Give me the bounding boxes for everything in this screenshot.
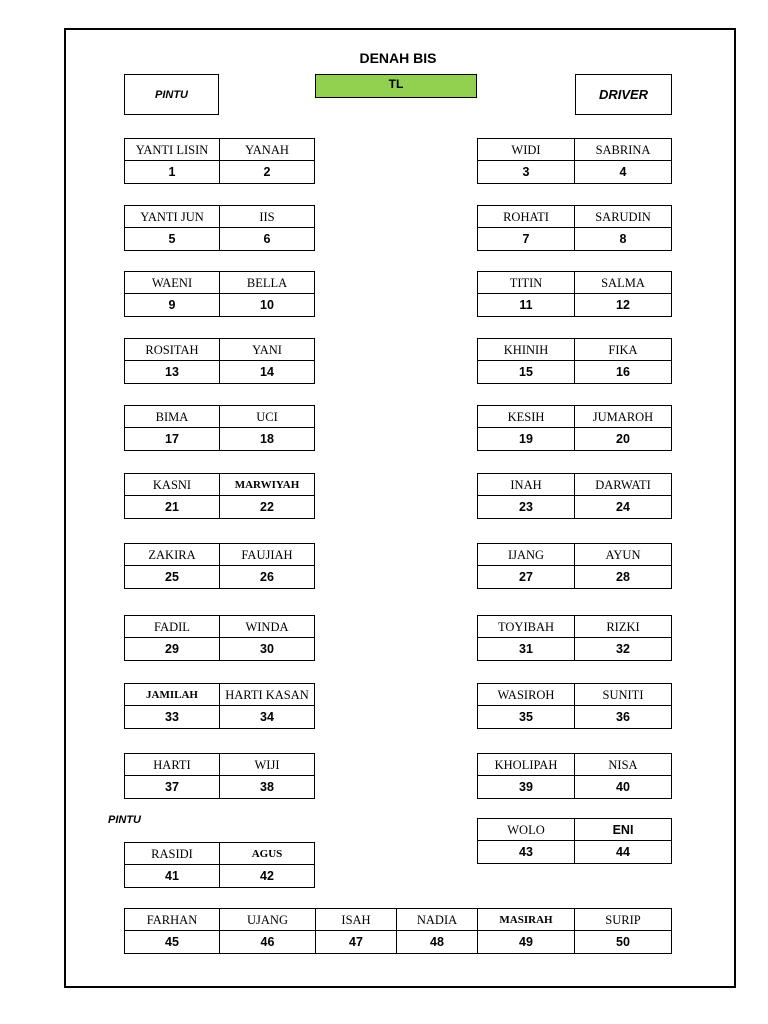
seat-11 (477, 271, 575, 317)
seat-number: 10 (260, 298, 274, 312)
seat-number: 42 (260, 869, 274, 883)
seat-passenger-name: WOLO (478, 819, 574, 841)
seat-passenger-name: WASIROH (478, 684, 574, 706)
seat-33 (124, 683, 220, 729)
seat-number: 46 (260, 935, 275, 949)
seat-32 (574, 615, 672, 661)
tour-leader-box: TL (315, 74, 477, 98)
seat-12 (574, 271, 672, 317)
seat-number: 3 (522, 165, 530, 179)
seat-number: 41 (165, 869, 179, 883)
seat-passenger-name: ISAH (316, 909, 396, 931)
seat-number: 6 (263, 232, 271, 246)
seat-16 (574, 338, 672, 384)
seat-passenger-name: WIDI (478, 139, 574, 161)
seat-passenger-name: UCI (220, 406, 314, 428)
seat-49 (477, 908, 575, 954)
seat-42 (219, 842, 315, 888)
seat-18 (219, 405, 315, 451)
driver-box (575, 74, 672, 115)
seat-passenger-name: KHOLIPAH (478, 754, 574, 776)
seat-5 (124, 205, 220, 251)
seat-46 (219, 908, 316, 954)
seat-13 (124, 338, 220, 384)
seat-number: 17 (165, 432, 179, 446)
seat-50 (574, 908, 672, 954)
seat-number: 49 (519, 935, 533, 949)
seat-passenger-name: YANTI JUN (125, 206, 219, 228)
seat-number: 43 (519, 845, 533, 859)
seat-passenger-name: YANAH (220, 139, 314, 161)
page-title: DENAH BIS (359, 50, 437, 66)
seat-passenger-name: ROSITAH (125, 339, 219, 361)
seat-number: 33 (165, 710, 179, 724)
seat-36 (574, 683, 672, 729)
seat-number: 24 (616, 500, 630, 514)
seat-passenger-name: BIMA (125, 406, 219, 428)
seat-passenger-name: JUMAROH (575, 406, 671, 428)
seat-number: 9 (168, 298, 176, 312)
seat-43 (477, 818, 575, 864)
front-door-box (124, 74, 219, 115)
seat-3 (477, 138, 575, 184)
seat-number: 34 (260, 710, 274, 724)
seat-number: 21 (165, 500, 179, 514)
seat-passenger-name: KASNI (125, 474, 219, 496)
seat-20 (574, 405, 672, 451)
seat-number: 44 (616, 845, 630, 859)
seat-number: 47 (349, 935, 363, 949)
seat-passenger-name: INAH (478, 474, 574, 496)
seat-passenger-name: UJANG (220, 909, 315, 931)
seat-number: 5 (168, 232, 176, 246)
seat-1 (124, 138, 220, 184)
seat-47 (315, 908, 397, 954)
seat-number: 8 (619, 232, 627, 246)
seat-number: 14 (260, 365, 274, 379)
seat-34 (219, 683, 315, 729)
driver-label: DRIVER (598, 87, 649, 102)
rear-door-label: PINTU (108, 814, 141, 826)
seat-10 (219, 271, 315, 317)
seat-number: 27 (519, 570, 533, 584)
seat-number: 16 (616, 365, 630, 379)
seat-number: 13 (165, 365, 179, 379)
seat-passenger-name: MARWIYAH (220, 474, 314, 496)
seat-30 (219, 615, 315, 661)
seat-passenger-name: AGUS (220, 843, 314, 865)
seat-29 (124, 615, 220, 661)
seat-number: 25 (165, 570, 179, 584)
seat-passenger-name: SURIP (575, 909, 671, 931)
seat-passenger-name: FAUJIAH (220, 544, 314, 566)
seat-number: 50 (616, 935, 630, 949)
seat-number: 38 (260, 780, 274, 794)
seat-passenger-name: TOYIBAH (478, 616, 574, 638)
seat-number: 26 (260, 570, 274, 584)
seat-passenger-name: FIKA (575, 339, 671, 361)
seat-number: 40 (616, 780, 630, 794)
seat-23 (477, 473, 575, 519)
seat-31 (477, 615, 575, 661)
seat-41 (124, 842, 220, 888)
seat-passenger-name: SALMA (575, 272, 671, 294)
seat-passenger-name: BELLA (220, 272, 314, 294)
seat-number: 31 (519, 642, 533, 656)
seat-passenger-name: TITIN (478, 272, 574, 294)
seat-passenger-name: FADIL (125, 616, 219, 638)
seat-passenger-name: ROHATI (478, 206, 574, 228)
seat-passenger-name: WIJI (220, 754, 314, 776)
seat-14 (219, 338, 315, 384)
seat-2 (219, 138, 315, 184)
seat-number: 30 (260, 642, 274, 656)
seat-number: 39 (519, 780, 533, 794)
seat-6 (219, 205, 315, 251)
seat-number: 28 (616, 570, 630, 584)
seat-passenger-name: IIS (220, 206, 314, 228)
seat-7 (477, 205, 575, 251)
seat-passenger-name: NADIA (397, 909, 477, 931)
seat-24 (574, 473, 672, 519)
seat-passenger-name: FARHAN (125, 909, 219, 931)
seat-passenger-name: DARWATI (575, 474, 671, 496)
seat-number: 23 (519, 500, 533, 514)
seat-38 (219, 753, 315, 799)
seat-44 (574, 818, 672, 864)
front-door-label: PINTU (155, 88, 188, 101)
seat-passenger-name: AYUN (575, 544, 671, 566)
seat-passenger-name: JAMILAH (125, 684, 219, 706)
seat-passenger-name: ENI (575, 819, 671, 841)
seat-45 (124, 908, 220, 954)
seat-39 (477, 753, 575, 799)
seat-27 (477, 543, 575, 589)
seat-passenger-name: IJANG (478, 544, 574, 566)
seat-passenger-name: YANTI LISIN (125, 139, 219, 161)
seat-passenger-name: YANI (220, 339, 314, 361)
seat-25 (124, 543, 220, 589)
seat-35 (477, 683, 575, 729)
seat-passenger-name: HARTI (125, 754, 219, 776)
seat-passenger-name: RIZKI (575, 616, 671, 638)
seat-passenger-name: WAENI (125, 272, 219, 294)
seat-passenger-name: RASIDI (125, 843, 219, 865)
seat-21 (124, 473, 220, 519)
seat-4 (574, 138, 672, 184)
seat-number: 48 (430, 935, 444, 949)
seat-number: 36 (616, 710, 630, 724)
seat-number: 37 (165, 780, 179, 794)
seat-number: 35 (519, 710, 533, 724)
seat-passenger-name: WINDA (220, 616, 314, 638)
seat-number: 32 (616, 642, 630, 656)
seat-passenger-name: SARUDIN (575, 206, 671, 228)
seat-number: 1 (168, 165, 176, 179)
seat-37 (124, 753, 220, 799)
seat-48 (396, 908, 478, 954)
seat-number: 45 (165, 935, 179, 949)
seat-number: 4 (619, 165, 627, 179)
seat-number: 11 (519, 298, 533, 312)
seat-40 (574, 753, 672, 799)
seat-passenger-name: ZAKIRA (125, 544, 219, 566)
seat-8 (574, 205, 672, 251)
seat-passenger-name: SUNITI (575, 684, 671, 706)
seat-26 (219, 543, 315, 589)
seat-number: 20 (616, 432, 630, 446)
seat-number: 15 (519, 365, 533, 379)
seat-22 (219, 473, 315, 519)
seat-passenger-name: SABRINA (575, 139, 671, 161)
seat-17 (124, 405, 220, 451)
seat-passenger-name: HARTI KASAN (220, 684, 314, 706)
seat-number: 19 (519, 432, 533, 446)
seat-9 (124, 271, 220, 317)
seat-passenger-name: KESIH (478, 406, 574, 428)
seat-number: 12 (616, 298, 630, 312)
seat-passenger-name: KHINIH (478, 339, 574, 361)
seat-passenger-name: MASIRAH (478, 909, 574, 931)
seat-15 (477, 338, 575, 384)
seat-19 (477, 405, 575, 451)
seat-number: 7 (522, 232, 530, 246)
seat-number: 18 (260, 432, 274, 446)
seat-number: 29 (165, 642, 179, 656)
seat-28 (574, 543, 672, 589)
seat-passenger-name: NISA (575, 754, 671, 776)
seat-number: 2 (263, 165, 271, 179)
seat-number: 22 (260, 500, 274, 514)
